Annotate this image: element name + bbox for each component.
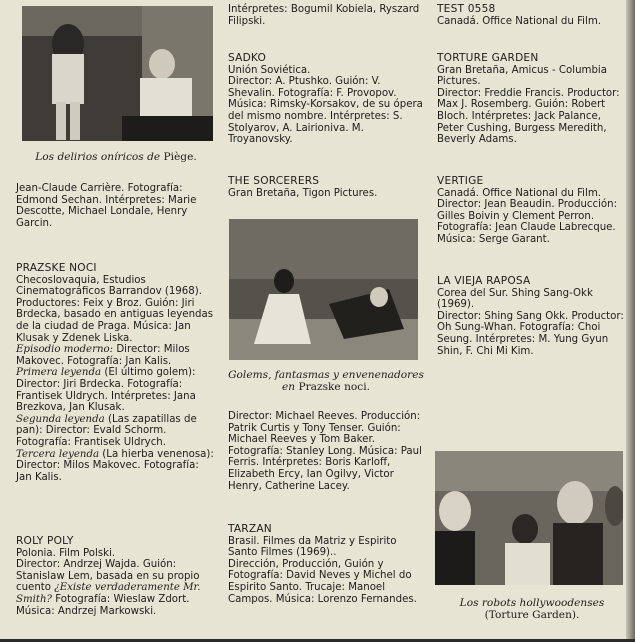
prazske-line1: Checoslovaquia, Estudios Cinematográficos Barrandov (1968). (16, 274, 202, 298)
carriere-text: Jean-Claude Carrière. Fotografía: Edmond Sechan. Intérpretes: Marie Descotte, Michael Londale, Henry Garcin. (16, 183, 197, 229)
caption-prazske-upright: Prazske noci. (298, 381, 370, 393)
test-line1: Canadá. Office National du Film. (437, 15, 602, 27)
vertige-line1: Canadá. Office National du Film. (437, 187, 602, 199)
col2-top-text: Intérpretes: Bogumil Kobiela, Ryszard Filipski. (228, 4, 420, 27)
tarzan-line1: Brasil. Filmes da Matriz y Espirito Santo Filmes (1969).. (228, 535, 397, 559)
prazske-ep-label: Episodio moderno: (16, 344, 114, 356)
prazske-first-text: (El último golem): Director: Jiri Brdecka. Fotografía: Frantisek Uldrych. Intérpretes: Jana Brezkova, Jan Klusak. (16, 367, 196, 414)
caption-torture-upright: (Torture Garden). (484, 609, 580, 621)
entry-vertige (437, 176, 627, 246)
roly-title: ROLY POLY (16, 535, 74, 547)
caption-torture-italic: Los robots hollywoodenses (459, 597, 605, 609)
caption-prazske-italic: Golems, fantasmas y envenenadores en (228, 369, 424, 393)
photo-torture-image (435, 451, 623, 585)
entry-tarzan (228, 524, 424, 605)
caption-pieges (16, 151, 216, 163)
prazske-third-text: (La hierba venenosa): Director: Milos Makovec. Fotografía: Jan Kalis. (16, 448, 214, 483)
prazske-first-label: Primera leyenda (16, 367, 102, 379)
entry-prazske-noci (16, 263, 216, 483)
entry-reeves (228, 411, 424, 492)
roly-line1: Polonia. Film Polski. (16, 547, 116, 559)
raposa-line1: Corea del Sur. Shing Sang-Okk (1969). (437, 287, 593, 311)
tarzan-title: TARZAN (228, 523, 272, 535)
prazske-title: PRAZSKE NOCI (16, 262, 97, 274)
raposa-line2: Director: Shing Sang Okk. Productor: Oh Sung-Whan. Fotografía: Choi Seung. Intérpretes: M. Yung Gyun Shin, F. Chi Mi Kim. (437, 310, 624, 357)
tarzan-line2: Dirección, Producción, Guión y Fotografía: David Neves y Michel do Espirito Santo. Trucaje: Manoel Campos. Música: Lorenzo Fernandes. (228, 558, 417, 605)
sorcerers-line1: Gran Bretaña, Tigon Pictures. (228, 187, 378, 199)
photo-pieges-image (22, 6, 213, 141)
entry-col2-top (228, 4, 424, 27)
roly-credits (16, 559, 216, 617)
entry-torture-garden (437, 53, 627, 146)
sorcerers-title: THE SORCERERS (228, 175, 320, 187)
vertige-title: VERTIGE (437, 175, 484, 187)
prazske-first (16, 367, 216, 413)
roly-text-a: Director: Andrzej Wajda. Guión: Stanislaw Lem, basada en su propio cuento (16, 559, 200, 594)
page-edge-shadow (626, 0, 635, 642)
prazske-third (16, 449, 216, 484)
photo-prazske-noci (229, 219, 418, 360)
torture-line2: Director: Freddie Francis. Productor: Max J. Rosemberg. Guión: Robert Bloch. Intérpretes: Jack Palance, Peter Cushing, Burgess Meredith, Beverly Adams. (437, 87, 620, 146)
entry-sadko (228, 53, 424, 146)
prazske-second-label: Segunda leyenda (16, 413, 105, 425)
sadko-line1: Unión Soviética. (228, 64, 311, 76)
prazske-line2: Productores: Feix y Broz. Guión: Jiri Brdecka, basado en antiguas leyendas de la ciudad de Praga. Música: Jan Klusak y Zdenek Liska. (16, 297, 214, 344)
reeves-text: Director: Michael Reeves. Producción: Patrik Curtis y Tony Tenser. Guión: Michael Reeves y Tom Baker. Fotografía: Stanley Long. Música: Paul Ferris. Intérpretes: Boris Karloff, Elizabeth Ercy, Ian Ogilvy, Victor Henry, Catherine Lacey. (228, 411, 422, 492)
sadko-line2: Director: A. Ptushko. Guión: V. Shevalin. Fotografía: F. Provopov. Música: Rimsky-Korsakov, de su ópera del mismo nombre. Intérpretes: S. Stolyarov, A. Lairioniva. M. Troyanovsky. (228, 76, 423, 146)
prazske-second-text: (Las zapatillas de pan): Director: Evald Schorm. Fotografía: Frantisek Uldrych. (16, 413, 197, 448)
sadko-title: SADKO (228, 52, 267, 64)
entry-carriere (16, 183, 216, 229)
prazske-ep-text: Director: Milos Makovec. Fotografía: Jan Kalis. (16, 344, 190, 367)
photo-prazske-image (229, 219, 418, 360)
vertige-line2: Director: Jean Beaudin. Producción: Gilles Boivin y Clement Perron. Fotografía: Jean Claude Labrecque. Música: Serge Garant. (437, 199, 618, 245)
photo-pieges-delirium (22, 6, 213, 141)
caption-torture (437, 597, 627, 621)
caption-pieges-upright: Piège. (163, 151, 197, 163)
roly-italic-title: ¿Existe verdaderamente Mr. Smith? (16, 582, 201, 605)
entry-test (437, 4, 627, 27)
entry-roly-poly (16, 536, 216, 617)
test-title: TEST 0558 (437, 3, 496, 15)
entry-sorcerers (228, 176, 424, 199)
caption-prazske (228, 369, 424, 393)
torture-line1: Gran Bretaña, Amicus - Columbia Pictures. (437, 64, 607, 88)
prazske-third-label: Tercera leyenda (16, 448, 100, 460)
prazske-second (16, 414, 216, 449)
entry-vieja-raposa (437, 276, 627, 357)
roly-text-b: Fotografía: Wieslaw Zdort. Música: Andrzej Markowski. (16, 593, 190, 617)
prazske-episode (16, 344, 216, 367)
photo-torture-garden (435, 451, 623, 585)
raposa-title: LA VIEJA RAPOSA (437, 275, 531, 287)
caption-pieges-italic: Los delirios oníricos de (35, 151, 161, 163)
torture-title: TORTURE GARDEN (437, 52, 539, 64)
